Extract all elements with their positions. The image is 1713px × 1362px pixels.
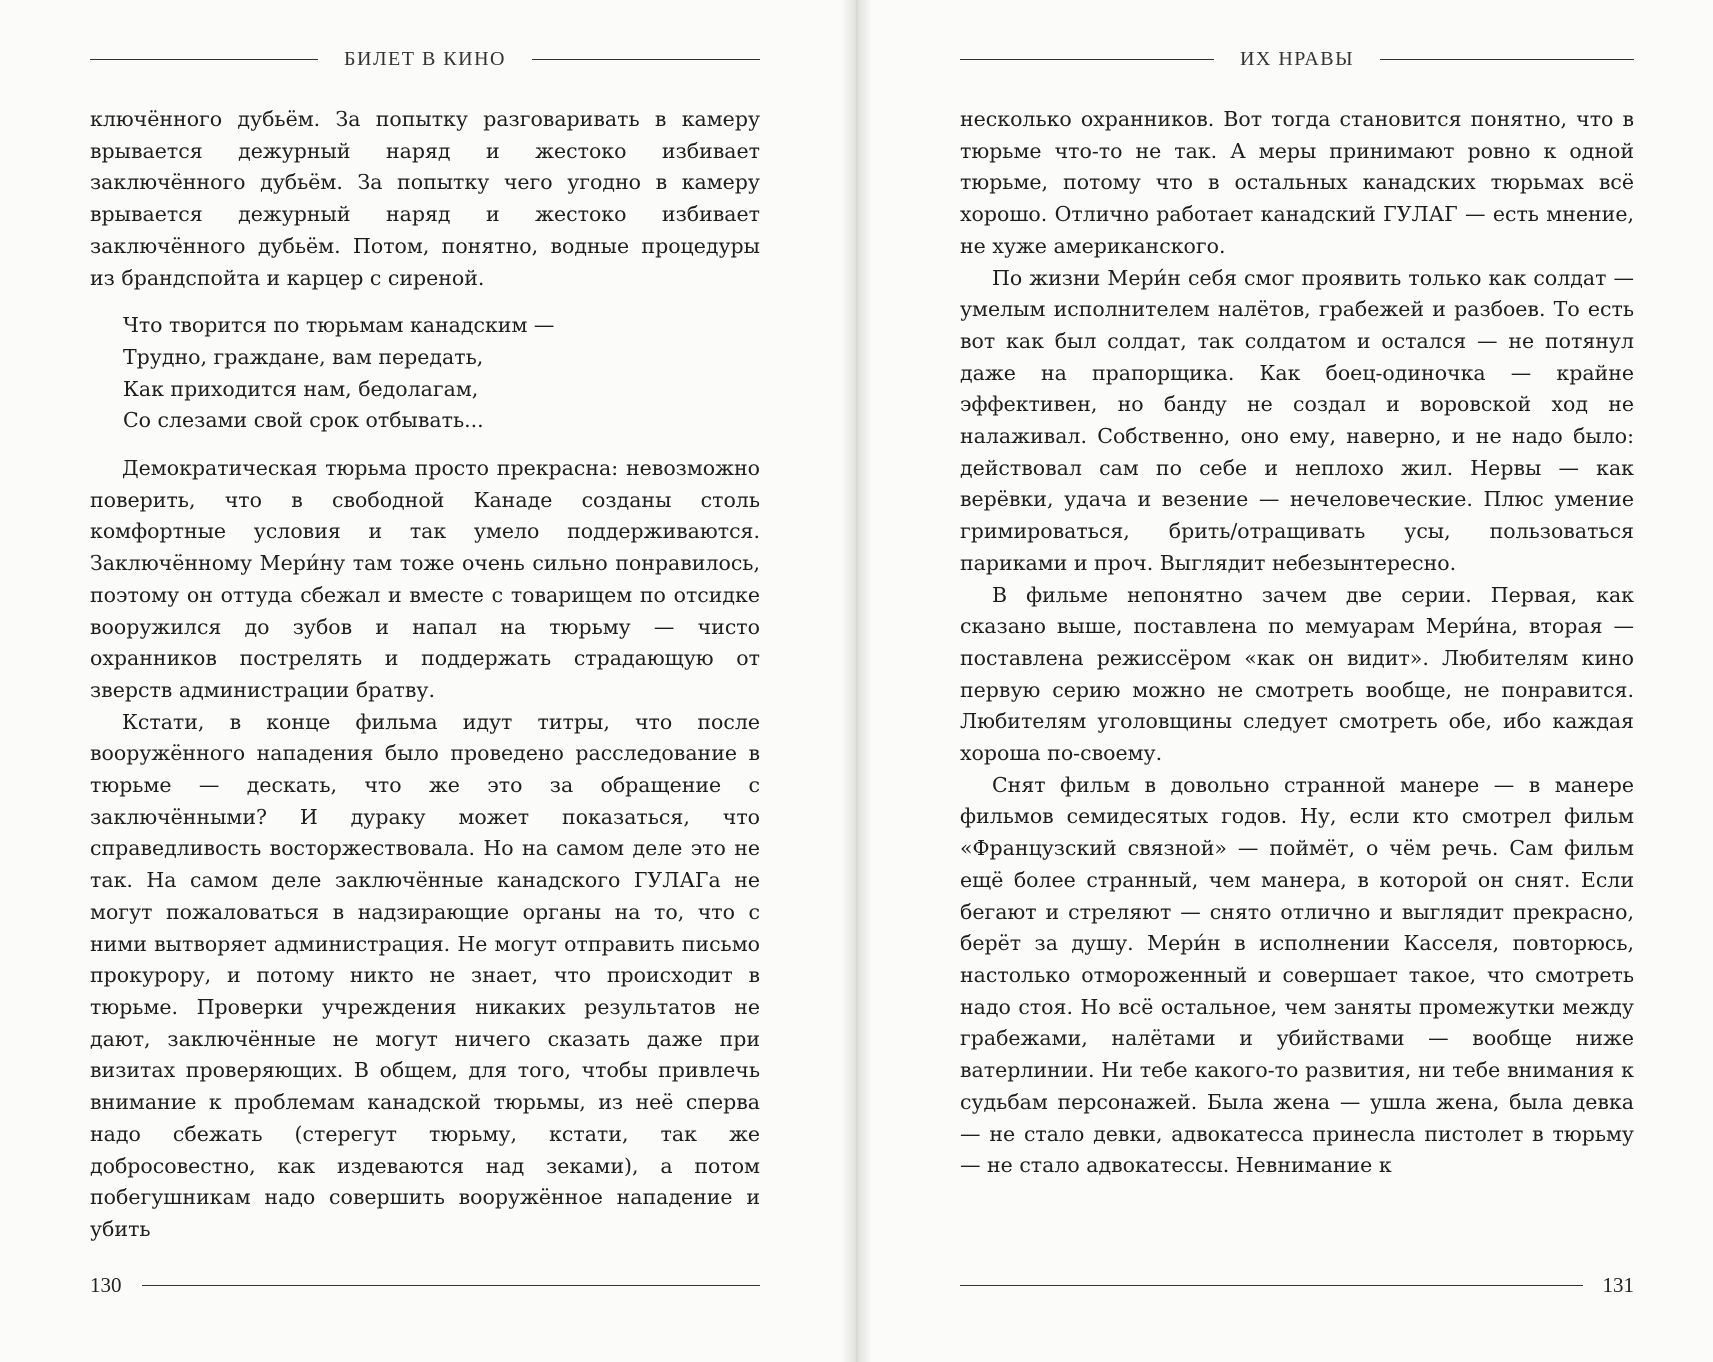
right-folio: [960, 1270, 1634, 1300]
header-rule: [90, 59, 318, 60]
left-folio: [90, 1270, 760, 1300]
verse-block: [123, 310, 760, 437]
verse-line: Как приходится нам, бедолагам,: [123, 376, 479, 401]
running-head-title: ИХ НРАВЫ: [1239, 47, 1355, 70]
paragraph: В фильме непонятно зачем две серии. Первая, как сказано выше, поставлена по мемуарам Мери́на, вторая — поставлена режиссёром «как он видит». Любителям кино первую серию можно не смотреть вообще, не понравится. Любителям уголовщины следует смотреть обе, ибо каждая хороша по-своему.: [960, 582, 1634, 766]
header-rule: [1380, 59, 1634, 60]
header-rule: [532, 59, 760, 60]
right-page: [960, 0, 1634, 1362]
paragraph: Снят фильм в довольно странной манере — в манере фильмов семидесятых годов. Ну, если кто смотрел фильм «Французский связной» — поймёт, о чём речь. Сам фильм ещё более странный, чем манера, в которой он снят. Если бегают и стреляют — снято отлично и выглядит прекрасно, берёт за душу. Мери́н в исполнении Касселя, повторюсь, настолько отмороженный и совершает такое, что смотреть надо стоя. Но всё остальное, чем заняты промежутки между грабежами, налётами и убийствами — вообще ниже ватерлинии. Ни тебе какого-то развития, ни тебе внимания к судьбам персонажей. Была жена — ушла жена, была девка — не стало девки, адвокатесса принесла пистолет в тюрьму — не стало адвокатессы. Невнимание к: [960, 772, 1634, 1178]
page-number: 130: [90, 1272, 122, 1297]
running-head-title: БИЛЕТ В КИНО: [344, 47, 506, 70]
book-gutter: [842, 0, 872, 1362]
right-body-text: [960, 104, 1634, 1182]
right-running-head: [960, 44, 1634, 74]
verse-line: Трудно, граждане, вам передать,: [123, 344, 484, 369]
page-number: 131: [1602, 1272, 1634, 1297]
verse-line: Со слезами свой срок отбывать...: [123, 408, 484, 433]
paragraph: ключённого дубьём. За попытку разговаривать в камеру врывается дежурный наряд и жестоко избивает заключённого дубьём. За попытку чего угодно в камеру врывается дежурный наряд и жестоко избивает заключённого дубьём. Потом, понятно, водные процедуры из брандспойта и карцер с сиреной.: [90, 107, 760, 290]
footer-rule: [960, 1285, 1583, 1286]
paragraph: По жизни Мери́н себя смог проявить только как солдат — умелым исполнителем налётов, грабежей и разбоев. То есть вот как был солдат, так солдатом и остался — не потянул даже на прапорщика. Как боец-одиночка — крайне эффективен, но банду не создал и воровской ход не налаживал. Собственно, оно ему, наверно, и не надо было: действовал сам по себе и неплохо жил. Нервы — как верёвки, удача и везение — нечеловеческие. Плюс умение гримироваться, брить/отращивать усы, пользоваться париками и проч. Выглядит небезынтересно.: [960, 265, 1634, 575]
header-rule: [960, 59, 1214, 60]
left-body-text: [90, 104, 760, 1246]
paragraph: Демократическая тюрьма просто прекрасна: невозможно поверить, что в свободной Канаде созданы столь комфортные условия и так умело поддерживаются. Заключённому Мери́ну там тоже очень сильно понравилось, поэтому он оттуда сбежал и вместе с товарищем по отсидке вооружился до зубов и напал на тюрьму — чисто охранников пострелять и поддержать страдающую от зверств администрации братву.: [90, 456, 760, 702]
footer-rule: [142, 1285, 761, 1286]
left-running-head: [90, 44, 760, 74]
paragraph: несколько охранников. Вот тогда становится понятно, что в тюрьме что-то не так. А меры принимают ровно к одной тюрьме, потому что в остальных канадских тюрьмах всё хорошо. Отлично работает канадский ГУЛАГ — есть мнение, не хуже американского.: [960, 107, 1634, 258]
verse-line: Что творится по тюрьмам канадским —: [123, 313, 555, 338]
left-page: [90, 0, 760, 1362]
paragraph: Кстати, в конце фильма идут титры, что после вооружённого нападения было проведено расследование в тюрьме — дескать, что же это за обращение с заключёнными? И дураку может показаться, что справедливость восторжествовала. Но на самом деле это не так. На самом деле заключённые канадского ГУЛАГа не могут пожаловаться в надзирающие органы на то, что с ними вытворяет администрация. Не могут отправить письмо прокурору, и потому никто не знает, что происходит в тюрьме. Проверки учреждения никаких результатов не дают, заключённые не могут ничего сказать даже при визитах проверяющих. В общем, для того, чтобы привлечь внимание к проблемам канадской тюрьмы, из неё сперва надо сбежать (стерегут тюрьму, кстати, так же добросовестно, как издеваются над зеками), а потом побегушникам надо совершить вооружённое нападение и убить: [90, 709, 760, 1241]
